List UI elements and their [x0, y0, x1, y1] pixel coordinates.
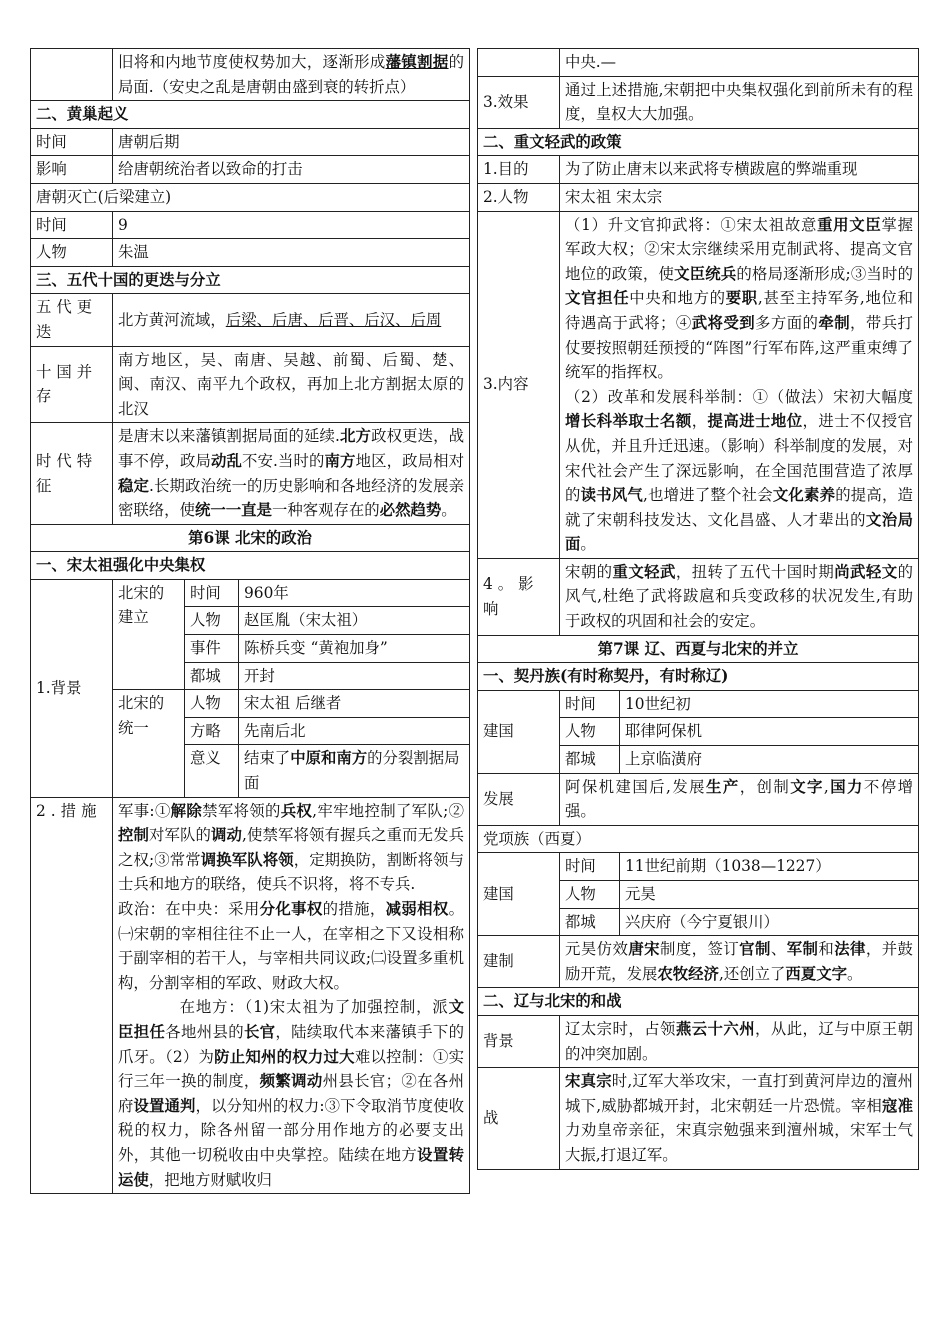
bold-text: 牵制 — [818, 313, 851, 332]
section-heading: 一、契丹族(有时称契丹，有时称辽) — [478, 663, 919, 691]
table-cell: 兴庆府（今宁夏银川） — [620, 908, 919, 936]
text-run: 旧将和内地节度使权势加大，逐渐形成 — [118, 53, 386, 71]
table-cell: 陈桥兵变 “黄袍加身” — [239, 635, 470, 663]
bold-text: 文字 — [790, 777, 824, 796]
text-run: 元昊仿效 — [565, 940, 629, 959]
bold-text: 统一一直是 — [194, 501, 272, 520]
table-cell — [113, 423, 470, 524]
text-run: 的措施， — [322, 900, 386, 918]
text-run: ,甚至主持军务,地位和待遇高于武将；④ — [565, 289, 913, 332]
bold-text: 调动 — [211, 826, 243, 845]
bold-text: 宋真宗 — [565, 1072, 612, 1091]
bold-text: 中原和南方 — [290, 749, 368, 768]
text-run: 不安.当时的 — [242, 451, 325, 470]
bold-text: 防止知州的权力过大 — [214, 1047, 355, 1066]
table-cell: 为了防止唐末以来武将专横跋扈的弊端重现 — [560, 156, 919, 184]
text-run: 的提高，造就了宋朝科技发达、文化昌盛、人才辈出的 — [565, 486, 913, 529]
section-heading: 二、黄巢起义 — [31, 101, 470, 129]
text-run: 力劝皇帝亲征，宋真宗勉强来到澶州城，宋军士气大振,打退辽军。 — [565, 1121, 913, 1164]
text-run: ,还创立了 — [718, 964, 786, 983]
text-run: 时,辽军大举攻宋，一直打到黄河岸边的澶州城下,威胁都城开封，北宋朝廷一片恐慌。宰相 — [565, 1072, 913, 1115]
text-run: .长期政治统一的历史影响和各地经济的发展亲密联络，使 — [118, 476, 464, 520]
text-run: ，进士不仅授官从优，并且升迁迅速。（影响）科举制度的发展，对宋代社会产生了深远影响，在全国范围营造了浓厚的 — [565, 412, 913, 505]
text-run: 阿保机建国后,发展 — [565, 777, 707, 796]
bold-text: 解除 — [170, 801, 203, 820]
text-run: 一种客观存在的 — [271, 501, 380, 520]
left-column — [30, 48, 470, 1194]
text-run: 。㈠宋朝的宰相往往不止一人，在宰相之下又设相称于副宰相的若干人，与宰相共同议政;㈡设置多重机构，分割宰相的军政、财政大权。 — [118, 900, 464, 992]
text-run: 、 — [770, 940, 787, 959]
bold-text: 文化素养 — [772, 486, 836, 505]
bold-text: 设置转运使 — [118, 1145, 464, 1189]
text-run: ，从此，辽与中原王朝的冲突加剧。 — [565, 1019, 913, 1063]
bold-text: 燕云十六州 — [675, 1019, 756, 1038]
table-cell: 2.措施 — [31, 797, 113, 1194]
bold-text: 稳定 — [118, 476, 150, 495]
text-run: ，把地方财赋收归 — [148, 1170, 272, 1189]
table-row — [31, 49, 470, 101]
table-cell: 背景 — [478, 1015, 560, 1067]
text-run: 。 — [580, 535, 596, 554]
bold-text: 减弱相权 — [385, 900, 449, 918]
table-cell — [31, 49, 113, 101]
table-cell: 北宋的统一 — [113, 690, 185, 797]
bold-text: 设置通判 — [133, 1096, 196, 1115]
bold-text: 军制 — [786, 940, 819, 959]
section-heading: 一、宋太祖强化中央集权 — [31, 552, 470, 580]
table-cell: 3.内容 — [478, 211, 560, 558]
text-run: 各地州县的 — [165, 1022, 244, 1041]
table-cell: 2.人物 — [478, 183, 560, 211]
text-run: 政治：在中央：采用 — [118, 900, 260, 918]
table-cell — [560, 773, 919, 825]
left-table — [30, 48, 470, 1194]
table-cell — [239, 745, 470, 797]
row-heading: 唐朝灭亡(后梁建立) — [31, 183, 470, 211]
text-run: （2）改革和发展科举制：①（做法）宋初大幅度 — [565, 387, 913, 406]
section-heading: 二、重文轻武的政策 — [478, 128, 919, 156]
text-run: ，并鼓励开荒，发展 — [565, 940, 913, 983]
bold-text: 动乱 — [211, 451, 243, 470]
table-cell — [560, 1068, 919, 1169]
table-cell: 960年 — [239, 579, 470, 607]
right-column — [477, 48, 919, 1170]
text-run: 在地方：（1)宋太祖为了加强控制，派 — [179, 998, 449, 1017]
cell-anshi — [113, 49, 470, 101]
text-run: ，定期换防，割断将领与士兵和地方的联络，使兵不识将，将不专兵. — [118, 850, 464, 894]
bold-text: 长官 — [243, 1022, 276, 1041]
text-run: ,也增进了整个社会 — [642, 486, 773, 505]
table-cell: 给唐朝统治者以致命的打击 — [113, 156, 470, 184]
table-cell: 11世纪前期（1038—1227） — [620, 853, 919, 881]
table-cell: 南方地区，吴、南唐、吴越、前蜀、后蜀、楚、闽、南汉、南平九个政权，再加上北方割据太原的北汉 — [113, 346, 470, 423]
table-cell — [560, 558, 919, 635]
table-cell: 唐朝后期 — [113, 128, 470, 156]
table-cell: 4。影响 — [478, 558, 560, 635]
text-run: （1）升文官抑武将：①宋太祖故意 — [565, 215, 818, 234]
text-run: 的分裂割据局面 — [244, 749, 460, 793]
bold-text: 分化事权 — [259, 900, 323, 918]
text-run: ,牢牢地控制了军队;② — [312, 801, 464, 820]
bold-text: 重文轻武 — [612, 562, 676, 581]
table-cell: 10世纪初 — [620, 690, 919, 718]
bold-text: 尚武轻文 — [834, 562, 898, 581]
table-cell: 事件 — [185, 635, 239, 663]
table-cell: 人物 — [560, 718, 620, 746]
text-run: ，带兵打仗要按照朝廷预授的“阵图”行军布阵,这严重束缚了统军的指挥权。 — [565, 313, 913, 382]
text-run: 。 — [846, 964, 863, 983]
bold-text: 重用文臣 — [817, 215, 882, 234]
bold-text: 生产 — [706, 777, 740, 796]
text-run: 辽太宗时，占领 — [565, 1019, 676, 1038]
table-cell: 9 — [113, 211, 470, 239]
bold-text: 唐宋 — [628, 940, 660, 959]
table-cell: 1.背景 — [31, 579, 113, 797]
bold-text: 官制 — [739, 940, 771, 959]
text-run: 中央和地方的 — [629, 289, 726, 308]
lesson-title: 第7课 辽、西夏与北宋的并立 — [478, 635, 919, 663]
bold-text: 南方 — [324, 451, 356, 470]
bold-text: 频繁调动 — [259, 1072, 323, 1091]
table-cell — [560, 936, 919, 988]
table-cell: 开封 — [239, 662, 470, 690]
content-cell — [560, 211, 919, 558]
table-cell: 时间 — [31, 128, 113, 156]
text-run: 地区，政局相对 — [355, 451, 464, 470]
bold-text: 兵权 — [280, 801, 313, 820]
table-cell: 时间 — [185, 579, 239, 607]
bold-text: 西夏文字 — [785, 964, 847, 983]
text-run: 宋朝的 — [565, 562, 613, 581]
bold-text: 读书风气 — [580, 486, 643, 505]
bold-text: 提高进士地位 — [707, 412, 803, 431]
table-cell: 先南后北 — [239, 717, 470, 745]
table-cell: 人物 — [560, 881, 620, 909]
text-run: 是唐末以来藩镇割据局面的延续. — [118, 427, 340, 446]
table-cell: 人物 — [31, 239, 113, 267]
text-run: ，扭转了五代十国时期 — [675, 562, 835, 581]
table-cell: 发展 — [478, 773, 560, 825]
text-run: 的局面.（安史之乱是唐朝由盛到衰的转折点） — [118, 53, 464, 96]
measures-cell — [113, 797, 470, 1194]
section-heading: 三、五代十国的更迭与分立 — [31, 266, 470, 294]
row-heading: 党项族（西夏） — [478, 825, 919, 853]
text-run: 和 — [818, 940, 835, 959]
bold-text: 寇准 — [882, 1096, 913, 1115]
table-cell: 朱温 — [113, 239, 470, 267]
bold-text: 必然趋势 — [379, 501, 442, 520]
table-cell: 北宋的建立 — [113, 579, 185, 689]
bold-text: 北方 — [339, 427, 372, 446]
table-cell: 1.目的 — [478, 156, 560, 184]
right-table — [477, 48, 919, 1170]
bold-text: 文臣担任 — [118, 998, 464, 1041]
bold-text: 增长科举取士名额 — [565, 412, 692, 431]
table-cell: 建国 — [478, 690, 560, 773]
table-cell: 上京临潢府 — [620, 746, 919, 774]
text-run: 军事:① — [118, 801, 171, 820]
section-heading: 二、辽与北宋的和战 — [478, 988, 919, 1016]
text-run: 对军队的 — [149, 826, 212, 845]
text-run: 制度，签订 — [660, 940, 740, 959]
table-cell: 耶律阿保机 — [620, 718, 919, 746]
table-cell: 时代特征 — [31, 423, 113, 524]
table-cell: 宋太祖 宋太宗 — [560, 183, 919, 211]
bold-text: 法律 — [834, 940, 866, 959]
bold-text: 要职 — [725, 289, 758, 308]
text-run: 的风气,杜绝了武将跋扈和兵变政移的状况发生,有助于政权的巩固和社会的安定。 — [565, 562, 913, 631]
table-cell — [560, 1015, 919, 1067]
table-cell: 时间 — [560, 690, 620, 718]
table-cell: 五代更迭 — [31, 294, 113, 346]
table-cell: 3.效果 — [478, 76, 560, 128]
table-cell — [478, 49, 560, 77]
table-cell: 时间 — [31, 211, 113, 239]
bold-text: 调换军队将领 — [200, 850, 294, 869]
text-run: 多方面的 — [755, 313, 819, 332]
table-cell: 都城 — [560, 908, 620, 936]
table-cell: 建国 — [478, 853, 560, 936]
text-run: 掌握军政大权；②宋太宗继续采用克制武将、提高文官地位的政策，使 — [565, 215, 913, 283]
text-run: 州县长官；②在各州府 — [118, 1072, 464, 1115]
bold-text: 文治局面 — [565, 510, 913, 554]
table-cell: 元昊 — [620, 881, 919, 909]
table-cell: 都城 — [185, 662, 239, 690]
text-run: 结束了 — [244, 749, 291, 768]
text-run: ， — [691, 412, 708, 431]
bold-text: 文臣统兵 — [674, 264, 737, 283]
text-run: ，陆续取代本来藩镇手下的爪牙。（2）为 — [118, 1022, 464, 1066]
text-run: 不停增强。 — [565, 777, 913, 821]
bold-text: 控制 — [118, 826, 150, 845]
table-cell: 时间 — [560, 853, 620, 881]
text-run: 难以控制：①实行三年一换的制度， — [118, 1047, 464, 1091]
text-run: ,使禁军将领有握兵之重而无发兵之权;③常常 — [118, 826, 464, 869]
text-run: 。 — [441, 501, 457, 520]
lesson-title: 第6课 北宋的政治 — [31, 524, 470, 552]
text-run: 禁军将领的 — [202, 801, 281, 820]
bold-text: 武将受到 — [691, 313, 756, 332]
table-cell: 方略 — [185, 717, 239, 745]
table-cell: 战 — [478, 1068, 560, 1169]
table-cell: 赵匡胤（宋太祖） — [239, 607, 470, 635]
table-cell: 通过上述措施,宋朝把中央集权强化到前所未有的程度，皇权大大加强。 — [560, 76, 919, 128]
text-run: ，以分知州的权力:③下令取消节度使收税的权力，除各州留一部分用作地方的必要支出外，其他一切税收由中央掌控。陆续在地方 — [118, 1096, 464, 1164]
table-cell: 人物 — [185, 607, 239, 635]
text-run: 后梁、后唐、后晋、后汉、后周 — [225, 310, 442, 329]
bold-text: 农牧经济 — [657, 964, 719, 983]
bold-text: 文官担任 — [565, 289, 630, 308]
bold-text: 藩镇割据 — [385, 53, 449, 71]
table-cell: 建制 — [478, 936, 560, 988]
table-cell: 都城 — [560, 746, 620, 774]
table-cell — [113, 294, 470, 346]
text-run: 政权更迭，战事不停，政局 — [118, 427, 464, 470]
table-cell: 人物 — [185, 690, 239, 718]
bold-text: 国力 — [828, 777, 864, 796]
text-run: , — [823, 777, 829, 796]
table-cell: 中央.— — [560, 49, 919, 77]
text-run: ，创制 — [739, 777, 791, 796]
text-run: 北方黄河流域， — [118, 310, 226, 329]
table-cell: 意义 — [185, 745, 239, 797]
table-cell: 宋太祖 后继者 — [239, 690, 470, 718]
table-cell: 影响 — [31, 156, 113, 184]
table-cell: 十国并存 — [31, 346, 113, 423]
text-run: 的格局逐渐形成;③当时的 — [736, 264, 913, 283]
